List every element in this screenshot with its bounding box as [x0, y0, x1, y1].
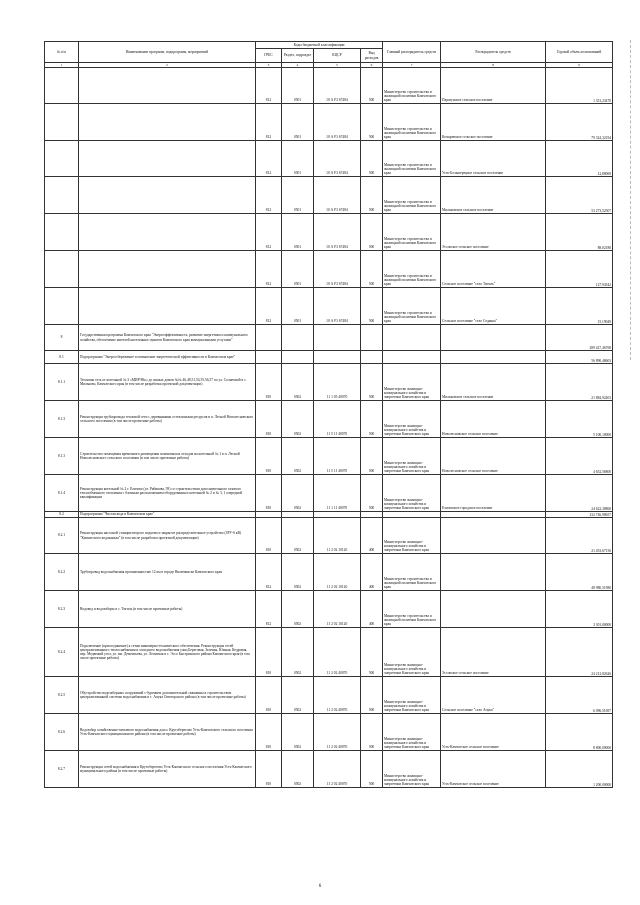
index-cell: 8	[441, 63, 546, 68]
row-grbs: 812	[256, 288, 282, 325]
row-csr: 11 5 11 40070	[314, 401, 361, 438]
header-sum: Годовой объем ассигнований	[546, 42, 613, 63]
row-sum: 48 980,51980	[546, 554, 613, 591]
row-csr: 11 2 02 40070	[314, 677, 361, 714]
row-razdel: 0502	[282, 554, 314, 591]
header-razdel: Раздел, подраздел	[282, 49, 314, 63]
table-row	[45, 141, 613, 177]
index-cell: 7	[383, 63, 441, 68]
row-razdel: 0501	[282, 288, 314, 325]
row-csr: 10 А F3 67484	[314, 251, 361, 288]
row-number: 8.1	[45, 351, 79, 364]
row-name	[79, 214, 256, 251]
row-name: Обустройство водозаборных сооружений с бурением дополнительной скважины в строительством централизованной системы водоснабжения в с. Апука Олюторского района (в том числе проектные работы)	[79, 677, 256, 714]
row-ras	[441, 591, 546, 628]
row-number	[45, 177, 79, 214]
row-razdel: 0502	[282, 751, 314, 788]
page-number: 6	[318, 884, 322, 889]
row-number	[45, 288, 79, 325]
row-number	[45, 68, 79, 104]
row-gr: Министерство жилищно-коммунального хозяйства и энергетики Камчатского края	[383, 714, 441, 751]
row-csr: 11 5 11 40070	[314, 438, 361, 475]
row-sum: 127,94542	[546, 251, 613, 288]
row-razdel: 0502	[282, 401, 314, 438]
row-csr: 11 2 02 10120	[314, 591, 361, 628]
row-ras: Усть-Камчатское сельское поселение	[441, 714, 546, 751]
table-row	[45, 251, 613, 288]
row-grbs: 812	[256, 554, 282, 591]
row-number: 8	[45, 325, 79, 351]
row-name: Водовод и водозаборы в с. Тигиль (в том числе проектные работы)	[79, 591, 256, 628]
table-row	[45, 714, 613, 751]
row-sum: 53 273,52507	[546, 177, 613, 214]
row-razdel: 0502	[282, 714, 314, 751]
table-row	[45, 401, 613, 438]
row-number: 8.2	[45, 512, 79, 518]
row-razdel: 0501	[282, 141, 314, 177]
row-ras: Новолесновское сельское поселение	[441, 401, 546, 438]
row-razdel: 0502	[282, 677, 314, 714]
table-row	[45, 438, 613, 475]
row-razdel: 0502	[282, 475, 314, 512]
row-gr: Министерство жилищно-коммунального хозяйства и энергетики Камчатского края	[383, 518, 441, 554]
header-csr: КЦСР	[314, 49, 361, 63]
row-grbs: 812	[256, 251, 282, 288]
row-ras: Сельское поселение "село Тигиль"	[441, 251, 546, 288]
header-grbs: ГРБС	[256, 49, 282, 63]
row-ras: Новолесновское сельское поселение	[441, 438, 546, 475]
row-number: 8.2.2	[45, 554, 79, 591]
row-sum: 8 800,00000	[546, 714, 613, 751]
table-row	[45, 68, 613, 104]
row-ras: Эссовское сельское поселение	[441, 214, 546, 251]
row-vr: 400	[361, 591, 383, 628]
row-vr: 500	[361, 628, 383, 677]
row-csr	[314, 351, 361, 364]
row-csr: 10 А F3 67484	[314, 177, 361, 214]
row-vr: 500	[361, 288, 383, 325]
row-sum: 24 212,82626	[546, 628, 613, 677]
row-gr: Министерство строительства и жилищной политики Камчатского края	[383, 68, 441, 104]
row-name	[79, 104, 256, 141]
row-csr: 10 А F3 67484	[314, 214, 361, 251]
row-vr	[361, 325, 383, 351]
row-gr: Министерство строительства и жилищной политики Камчатского края	[383, 251, 441, 288]
row-razdel: 0501	[282, 177, 314, 214]
row-number	[45, 214, 79, 251]
row-sum: 289 427,46768	[546, 325, 613, 351]
row-number: 8.2.1	[45, 518, 79, 554]
header-codes: Коды бюджетной классификации	[256, 42, 383, 49]
row-sum: 4 652,56800	[546, 438, 613, 475]
row-razdel	[282, 351, 314, 364]
row-sum: 232 746,98657	[546, 512, 613, 518]
row-ras: Мильковское сельское поселение	[441, 364, 546, 401]
row-grbs: 810	[256, 401, 282, 438]
row-csr: 11 2 02 40070	[314, 751, 361, 788]
row-ras: Елизовское городское поселение	[441, 475, 546, 512]
row-number: 8.2.5	[45, 677, 79, 714]
row-sum: 3 301,00000	[546, 591, 613, 628]
header-gr: Главный распорядитель средств	[383, 42, 441, 63]
row-ras	[441, 325, 546, 351]
row-gr: Министерство жилищно-коммунального хозяйства и энергетики Камчатского края	[383, 475, 441, 512]
row-grbs: 810	[256, 751, 282, 788]
row-name	[79, 141, 256, 177]
row-vr: 500	[361, 177, 383, 214]
row-sum: 21 453,67156	[546, 518, 613, 554]
row-grbs: 810	[256, 364, 282, 401]
row-vr: 500	[361, 475, 383, 512]
row-csr: 10 А F3 67484	[314, 288, 361, 325]
row-gr: Министерство жилищно-коммунального хозяйства и энергетики Камчатского края	[383, 628, 441, 677]
row-name: Тепловая сеть от котельной № 3 «МИРЭКо» до жилых домов №№ 46,48,51,54,55,56,57 по ул. Солнечной в с. Мильково, Камчатского края (в том числе разработка проектной документации)	[79, 364, 256, 401]
header-vr: Вид расходов	[361, 49, 383, 63]
row-name	[79, 68, 256, 104]
row-number	[45, 141, 79, 177]
table-row	[45, 518, 613, 554]
row-razdel: 0501	[282, 68, 314, 104]
row-grbs: 810	[256, 518, 282, 554]
row-ras: Мильковское сельское поселение	[441, 177, 546, 214]
row-name: Трубопровод водоснабжения протяженностью 12 км в городе Вилючинске Камчатского края	[79, 554, 256, 591]
table-row	[45, 677, 613, 714]
row-gr: Министерство строительства и жилищной политики Камчатского края	[383, 177, 441, 214]
row-csr: 11 2 02 10120	[314, 554, 361, 591]
row-csr: 11 1 05 40070	[314, 364, 361, 401]
index-cell: 2	[79, 63, 256, 68]
row-razdel: 0502	[282, 364, 314, 401]
row-csr: 11 2 02 10120	[314, 518, 361, 554]
row-vr: 500	[361, 68, 383, 104]
index-cell: 5	[314, 63, 361, 68]
row-sum: 88,02180	[546, 214, 613, 251]
row-vr: 500	[361, 714, 383, 751]
row-grbs	[256, 351, 282, 364]
row-grbs: 812	[256, 141, 282, 177]
table-row	[45, 591, 613, 628]
row-vr: 500	[361, 214, 383, 251]
row-grbs	[256, 325, 282, 351]
index-cell: 1	[45, 63, 79, 68]
row-vr: 500	[361, 364, 383, 401]
table-row	[45, 214, 613, 251]
row-grbs: 812	[256, 591, 282, 628]
row-sum: 56 890,48603	[546, 351, 613, 364]
row-ras: Усть-Большерецкое сельское поселение	[441, 141, 546, 177]
row-gr: Министерство строительства и жилищной политики Камчатского края	[383, 141, 441, 177]
row-vr: 500	[361, 251, 383, 288]
row-razdel	[282, 325, 314, 351]
row-razdel: 0502	[282, 591, 314, 628]
row-gr: Министерство жилищно-коммунального хозяйства и энергетики Камчатского края	[383, 364, 441, 401]
row-csr: 10 А F3 67484	[314, 68, 361, 104]
row-csr	[314, 325, 361, 351]
row-grbs: 810	[256, 628, 282, 677]
row-ras	[441, 518, 546, 554]
table-row	[45, 288, 613, 325]
row-number: 8.1.4	[45, 475, 79, 512]
row-grbs: 812	[256, 214, 282, 251]
row-sum: 12,88069	[546, 141, 613, 177]
row-gr: Министерство строительства и жилищной политики Камчатского края	[383, 214, 441, 251]
row-sum: 6 096,51697	[546, 677, 613, 714]
row-sum: 1 200,00000	[546, 751, 613, 788]
row-sum: 24 622,38860	[546, 475, 613, 512]
row-razdel: 0501	[282, 251, 314, 288]
index-cell: 9	[546, 63, 613, 68]
row-sum: 21 884,92403	[546, 364, 613, 401]
row-number	[45, 251, 79, 288]
row-vr: 500	[361, 677, 383, 714]
row-name: Государственная программа Камчатского края "Энергоэффективность, развитие энергетики и коммунального хозяйства, обеспечение жителей населенных пунктов Камчатского края коммунальными услугами"	[79, 325, 256, 351]
row-number: 8.1.3	[45, 438, 79, 475]
row-number: 8.2.4	[45, 628, 79, 677]
row-gr: Министерство строительства и жилищной политики Камчатского края	[383, 554, 441, 591]
table-row	[45, 628, 613, 677]
table-body	[45, 68, 613, 788]
row-ras	[441, 554, 546, 591]
row-name	[79, 288, 256, 325]
row-grbs: 812	[256, 177, 282, 214]
row-csr: 10 А F3 67484	[314, 141, 361, 177]
row-ras: Паратунское сельское поселение	[441, 68, 546, 104]
row-gr: Министерство строительства и жилищной политики Камчатского края	[383, 104, 441, 141]
row-grbs: 810	[256, 438, 282, 475]
table-row	[45, 177, 613, 214]
row-name: Водозабор хозяйственно-питьевого водоснабжения для п. Крутоберегово Усть-Камчатского сельского поселения Усть-Камчатского муниципального района (в том числе проектные работы)	[79, 714, 256, 751]
row-vr	[361, 351, 383, 364]
row-ras: Козыревское сельское поселение	[441, 104, 546, 141]
row-ras	[441, 351, 546, 364]
row-gr: Министерство жилищно-коммунального хозяйства и энергетики Камчатского края	[383, 751, 441, 788]
row-vr: 500	[361, 401, 383, 438]
row-number: 8.1.1	[45, 364, 79, 401]
row-name: Реконструкция трубопровода тепловой сети с деревянными остеклоными ресурсов в п. Лесной Новолесновского сельского поселения (в том числе проектные работы)	[79, 401, 256, 438]
row-vr: 500	[361, 141, 383, 177]
row-gr	[383, 351, 441, 364]
row-number: 8.2.6	[45, 714, 79, 751]
row-ras: Сельское поселение "село Седанка"	[441, 288, 546, 325]
row-ras: Эссовское сельское поселение	[441, 628, 546, 677]
row-number: 8.1.3	[45, 401, 79, 438]
row-gr: Министерство жилищно-коммунального хозяйства и энергетики Камчатского края	[383, 438, 441, 475]
index-cell: 3	[256, 63, 282, 68]
row-name: Реконструкция насосной станции второго подъема и закрытое распределительное устройство (ЗРУ-6 кВ) "Камчатского водоканала" (в том числе разработка проектной документации)	[79, 518, 256, 554]
row-name	[79, 251, 256, 288]
table-row	[45, 751, 613, 788]
margin-line	[630, 40, 631, 360]
row-vr: 500	[361, 438, 383, 475]
table-row	[45, 475, 613, 512]
row-ras: Сельское поселение "село Апука"	[441, 677, 546, 714]
row-razdel: 0502	[282, 438, 314, 475]
row-sum: 79 324,32194	[546, 104, 613, 141]
table-row	[45, 351, 613, 364]
row-csr: 11 2 02 40070	[314, 714, 361, 751]
row-gr	[383, 325, 441, 351]
row-sum: 15,19049	[546, 288, 613, 325]
row-gr: Министерство жилищно-коммунального хозяйства и энергетики Камчатского края	[383, 677, 441, 714]
table-row	[45, 364, 613, 401]
index-cell: 4	[282, 63, 314, 68]
row-razdel: 0502	[282, 518, 314, 554]
row-gr: Министерство строительства и жилищной политики Камчатского края	[383, 288, 441, 325]
row-vr: 400	[361, 554, 383, 591]
row-vr: 500	[361, 104, 383, 141]
row-csr: 11 1 11 40070	[314, 475, 361, 512]
row-name: Реконструкция сетей водоснабжения в Крутоберегово Усть-Камчатского сельского поселения Усть-Камчатского муниципального района (в том числе проектные работы)	[79, 751, 256, 788]
row-number: 8.2.3	[45, 591, 79, 628]
row-name: Подключение (присоединение) к сетям инженерно-технического обеспечения. Реконструкция сетей централизованного теплоснабжения и холодного водоснабжения улиц Береговая, Зеленая, Южная, Кедровая, пер. Медвежий угол, ул. им. Дементьева, ул. Лесничая в с. Эссо Быстринского района Камчатского края (в том числе проектные работы)	[79, 628, 256, 677]
row-grbs: 810	[256, 677, 282, 714]
header-ras: Распорядитель средств	[441, 42, 546, 63]
row-grbs: 812	[256, 68, 282, 104]
row-name: Реконструкция котельной № 2 г. Елизово (ул. Рябикова, 59) со строительством дополнительного газового теплообменного отопления с блочным расположением оборудования и котельной № 2 и № 3, 1 очередной квалификации	[79, 475, 256, 512]
row-grbs: 812	[256, 104, 282, 141]
row-gr: Министерство жилищно-коммунального хозяйства и энергетики Камчатского края	[383, 401, 441, 438]
row-number	[45, 104, 79, 141]
row-name: Подпрограмма "Энергосбережение и повышение энергетической эффективности в Камчатском крае"	[79, 351, 256, 364]
row-sum: 5 100,10000	[546, 401, 613, 438]
row-name	[79, 177, 256, 214]
row-razdel: 0501	[282, 214, 314, 251]
table-row	[45, 325, 613, 351]
budget-table	[44, 41, 613, 788]
row-vr: 400	[361, 518, 383, 554]
row-vr: 500	[361, 751, 383, 788]
row-razdel: 0501	[282, 104, 314, 141]
row-csr: 10 А F3 67484	[314, 104, 361, 141]
row-grbs: 810	[256, 714, 282, 751]
table-row	[45, 104, 613, 141]
row-name: Подпрограмма "Чистая вода в Камчатском крае"	[79, 512, 256, 518]
row-ras: Усть-Камчатское сельское поселение	[441, 751, 546, 788]
index-cell: 6	[361, 63, 383, 68]
header-name: Наименование программ, подпрограмм, мероприятий	[79, 42, 256, 63]
document-page	[44, 41, 612, 788]
row-name: Строительство помещения временного размещения шламовыхых отходов на котельной № 1 в п. Лесной Новолесновского сельского поселения (в том числе проектные работы)	[79, 438, 256, 475]
row-csr: 11 2 02 40070	[314, 628, 361, 677]
row-grbs: 810	[256, 475, 282, 512]
row-razdel: 0502	[282, 628, 314, 677]
row-sum: 1 351,23470	[546, 68, 613, 104]
table-row	[45, 554, 613, 591]
row-gr: Министерство строительства и жилищной политики Камчатского края	[383, 591, 441, 628]
row-number: 8.2.7	[45, 751, 79, 788]
header-num: № п/п	[45, 42, 79, 63]
